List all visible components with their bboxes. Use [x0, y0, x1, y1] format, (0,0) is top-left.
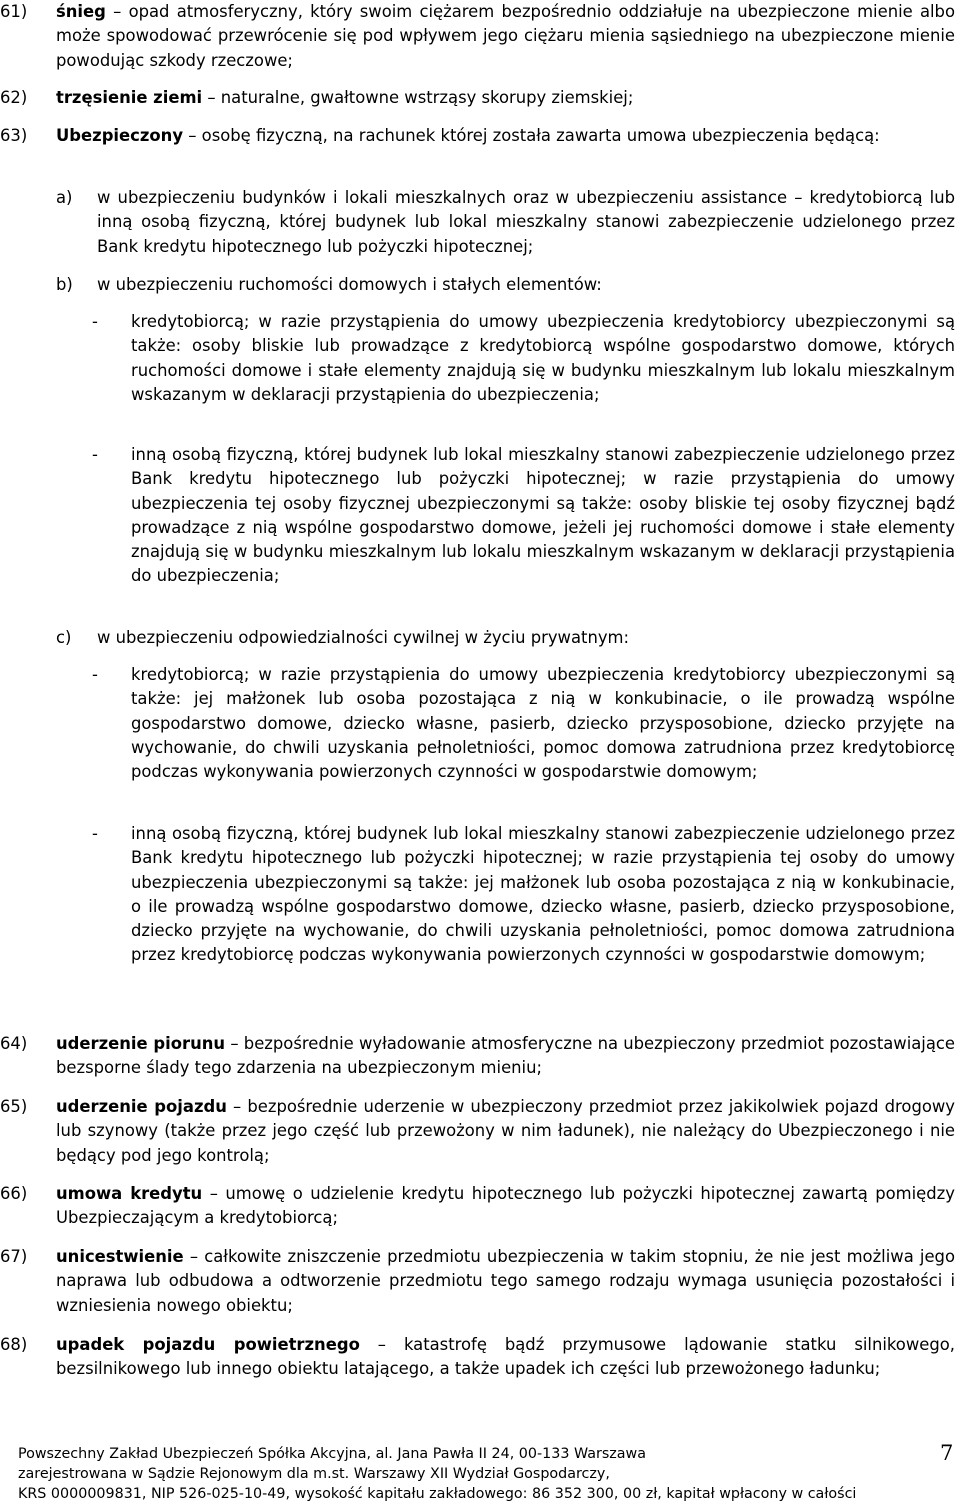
subitem-letter: b)	[56, 275, 73, 294]
definition-64: 64) uderzenie piorunu – bezpośrednie wyładowanie atmosferyczne na ubezpieczony przedmiot pozostawiające bezsporne ślady tego zdarzenia na ubezpieczonym mieniu;	[0, 1034, 955, 1078]
definition-term: uderzenie piorunu	[56, 1034, 226, 1053]
page-number: 7	[940, 1441, 954, 1465]
definition-68: 68) upadek pojazdu powietrznego – katastrofę bądź przymusowe lądowanie statku silnikowego, bezsilnikowego lub innego obiektu latającego, a także upadek ich części lub przewożonego ładunku;	[0, 1335, 955, 1379]
definition-text: osobę fizyczną, na rachunek której została zawarta umowa ubezpieczenia będącą:	[201, 126, 880, 145]
definition-63: 63) Ubezpieczony – osobę fizyczną, na rachunek której została zawarta umowa ubezpieczenia będącą:	[0, 124, 955, 148]
subitem-b	[56, 273, 955, 297]
definition-term: Ubezpieczony	[56, 126, 184, 145]
subitem-text: w ubezpieczeniu ruchomości domowych i stałych elementów:	[97, 275, 602, 294]
dash-marker: -	[92, 665, 98, 684]
definition-number: 66)	[0, 1184, 28, 1203]
definition-term: uderzenie pojazdu	[56, 1097, 227, 1116]
definition-number: 61)	[0, 2, 28, 21]
footer-krs-line: KRS 0000009831, NIP 526-025-10-49, wysokość kapitału zakładowego: 86 352 300, 00 zł, kapitał wpłacony w całości	[18, 1486, 857, 1503]
dash-text: inną osobą fizyczną, której budynek lub lokal mieszkalny stanowi zabezpieczenie udzielonego przez Bank kredytu hipotecznego lub pożyczki hipotecznej; w razie przystąpienia tej osoby do umowy ubezpieczenia ubezpieczonymi są także: jej małżonek lub osoba pozostająca z nią w konkubinacie, o ile prowadzą wspólne gospodarstwo domowe, dziecko własne, pasierb, dziecko przysposobione, dziecko przyjęte na wychowanie, do chwili uzyskania pełnoletniości, pomoc domowa zatrudniona przez kredytobiorcę podczas wykonywania powierzonych czynności w gospodarstwie domowym;	[131, 824, 955, 965]
definition-67: 67) unicestwienie – całkowite zniszczenie przedmiotu ubezpieczenia w takim stopniu, że nie jest możliwa jego naprawa lub odbudowa a odtworzenie przedmiotu tego samego rodzaju wymaga usunięcia pozostałości i wzniesienia nowego obiektu;	[0, 1247, 955, 1315]
definition-text: naturalne, gwałtowne wstrząsy skorupy ziemskiej;	[220, 88, 634, 107]
definition-text: całkowite zniszczenie przedmiotu ubezpieczenia w takim stopniu, że nie jest możliwa jego naprawa lub odbudowa a odtworzenie przedmiotu tego samego rodzaju wymaga usunięcia pozostałości i wzniesienia nowego obiektu;	[56, 1247, 955, 1315]
definition-number: 67)	[0, 1247, 28, 1266]
dash-text: kredytobiorcą; w razie przystąpienia do umowy ubezpieczenia kredytobiorcy ubezpieczonymi są także: jej małżonek lub osoba pozostająca z nią w konkubinacie, o ile prowadzą wspólne gospodarstwo domowe, dziecko własne, pasierb, dziecko przysposobione, dziecko przyjęte na wychowanie, do chwili uzyskania pełnoletniości, pomoc domowa zatrudniona przez kredytobiorcę podczas wykonywania powierzonych czynności w gospodarstwie domowym;	[131, 665, 955, 782]
dash-marker: -	[92, 445, 98, 464]
definition-term: upadek pojazdu powietrznego	[56, 1335, 360, 1354]
subitem-text: w ubezpieczeniu odpowiedzialności cywilnej w życiu prywatnym:	[97, 628, 630, 647]
page-footer	[18, 1444, 918, 1505]
definition-number: 64)	[0, 1034, 28, 1053]
footer-company-line: Powszechny Zakład Ubezpieczeń Spółka Akcyjna, al. Jana Pawła II 24, 00-133 Warszawa	[18, 1446, 647, 1462]
subitem-c-dash-2	[92, 822, 955, 968]
footer-registration-line: zarejestrowana w Sądzie Rejonowym dla m.st. Warszawy XII Wydział Gospodarczy,	[18, 1466, 610, 1483]
definition-text: bezpośrednie uderzenie w ubezpieczony przedmiot przez jakikolwiek pojazd drogowy lub szynowy (także przez jego część lub przewożony w nim ładunek), nie należący do Ubezpieczonego i nie będący pod jego kontrolą;	[56, 1097, 956, 1165]
subitem-text: w ubezpieczeniu budynków i lokali mieszkalnych oraz w ubezpieczeniu assistance – kredytobiorcą lub inną osobą fizyczną, której budynek lub lokal mieszkalny stanowi zabezpieczenie udzielonego przez Bank kredytu hipotecznego lub pożyczki hipotecznej;	[97, 188, 955, 256]
definition-number: 68)	[0, 1335, 28, 1354]
dash-text: inną osobą fizyczną, której budynek lub lokal mieszkalny stanowi zabezpieczenie udzielonego przez Bank kredytu hipotecznego lub pożyczki hipotecznej; w razie przystąpienia do umowy ubezpieczenia tej osoby fizycznej ubezpieczonymi są także: osoby bliskie tej osoby fizycznej bądź prowadzące z nią wspólne gospodarstwo domowe, jeżeli jej ruchomości domowe i stałe elementy znajdują się w budynku mieszkalnym lub lokalu mieszkalnym wskazanym w deklaracji przystąpienia do ubezpieczenia;	[131, 445, 955, 586]
definition-term: śnieg	[56, 2, 106, 21]
definition-term: trzęsienie ziemi	[56, 88, 203, 107]
definition-text: bezpośrednie wyładowanie atmosferyczne na ubezpieczony przedmiot pozostawiające bezsporne ślady tego zdarzenia na ubezpieczonym mieniu;	[56, 1034, 955, 1078]
dash-marker: -	[92, 824, 98, 843]
definition-text: opad atmosferyczny, który swoim ciężarem bezpośrednio oddziałuje na ubezpieczone mienie albo może spowodować przewrócenie się pod wpływem jego ciężaru mienia sąsiedniego na ubezpieczone mienie powodując szkody rzeczowe;	[56, 2, 955, 70]
subitem-b-dash-1	[92, 310, 955, 407]
subitem-c-dash-1	[92, 663, 955, 784]
subitem-letter: c)	[56, 628, 72, 647]
definition-number: 63)	[0, 126, 28, 145]
definition-number: 65)	[0, 1097, 28, 1116]
definition-66: 66) umowa kredytu – umowę o udzielenie kredytu hipotecznego lub pożyczki hipotecznej zawartą pomiędzy Ubezpieczającym a kredytobiorcą;	[0, 1184, 955, 1228]
definition-term: umowa kredytu	[56, 1184, 203, 1203]
definition-61: 61) śnieg – opad atmosferyczny, który swoim ciężarem bezpośrednio oddziałuje na ubezpieczone mienie albo może spowodować przewrócenie się pod wpływem jego ciężaru mienia sąsiedniego na ubezpieczone mienie powodując szkody rzeczowe;	[0, 2, 955, 70]
subitem-b-dash-2	[92, 443, 955, 589]
definition-term: unicestwienie	[56, 1247, 184, 1266]
subitem-a	[56, 186, 955, 259]
definition-number: 62)	[0, 88, 28, 107]
dash-marker: -	[92, 312, 98, 331]
definition-65: 65) uderzenie pojazdu – bezpośrednie uderzenie w ubezpieczony przedmiot przez jakikolwiek pojazd drogowy lub szynowy (także przez jego część lub przewożony w nim ładunek), nie należący do Ubezpieczonego i nie będący pod jego kontrolą;	[0, 1097, 956, 1165]
definition-62: 62) trzęsienie ziemi – naturalne, gwałtowne wstrząsy skorupy ziemskiej;	[0, 86, 955, 110]
subitem-letter: a)	[56, 188, 73, 207]
definition-text: katastrofę bądź przymusowe lądowanie statku silnikowego, bezsilnikowego lub innego obiektu latającego, a także upadek ich części lub przewożonego ładunku;	[56, 1335, 955, 1379]
dash-text: kredytobiorcą; w razie przystąpienia do umowy ubezpieczenia kredytobiorcy ubezpieczonymi są także: osoby bliskie lub prowadzące z kredytobiorcą wspólne gospodarstwo domowe, których ruchomości domowe i stałe elementy znajdują się w budynku mieszkalnym lub lokalu mieszkalnym wskazanym w deklaracji przystąpienia do ubezpieczenia;	[131, 312, 955, 404]
subitem-c	[56, 626, 955, 650]
definition-text: umowę o udzielenie kredytu hipotecznego lub pożyczki hipotecznej zawartą pomiędzy Ubezpieczającym a kredytobiorcą;	[56, 1184, 955, 1228]
